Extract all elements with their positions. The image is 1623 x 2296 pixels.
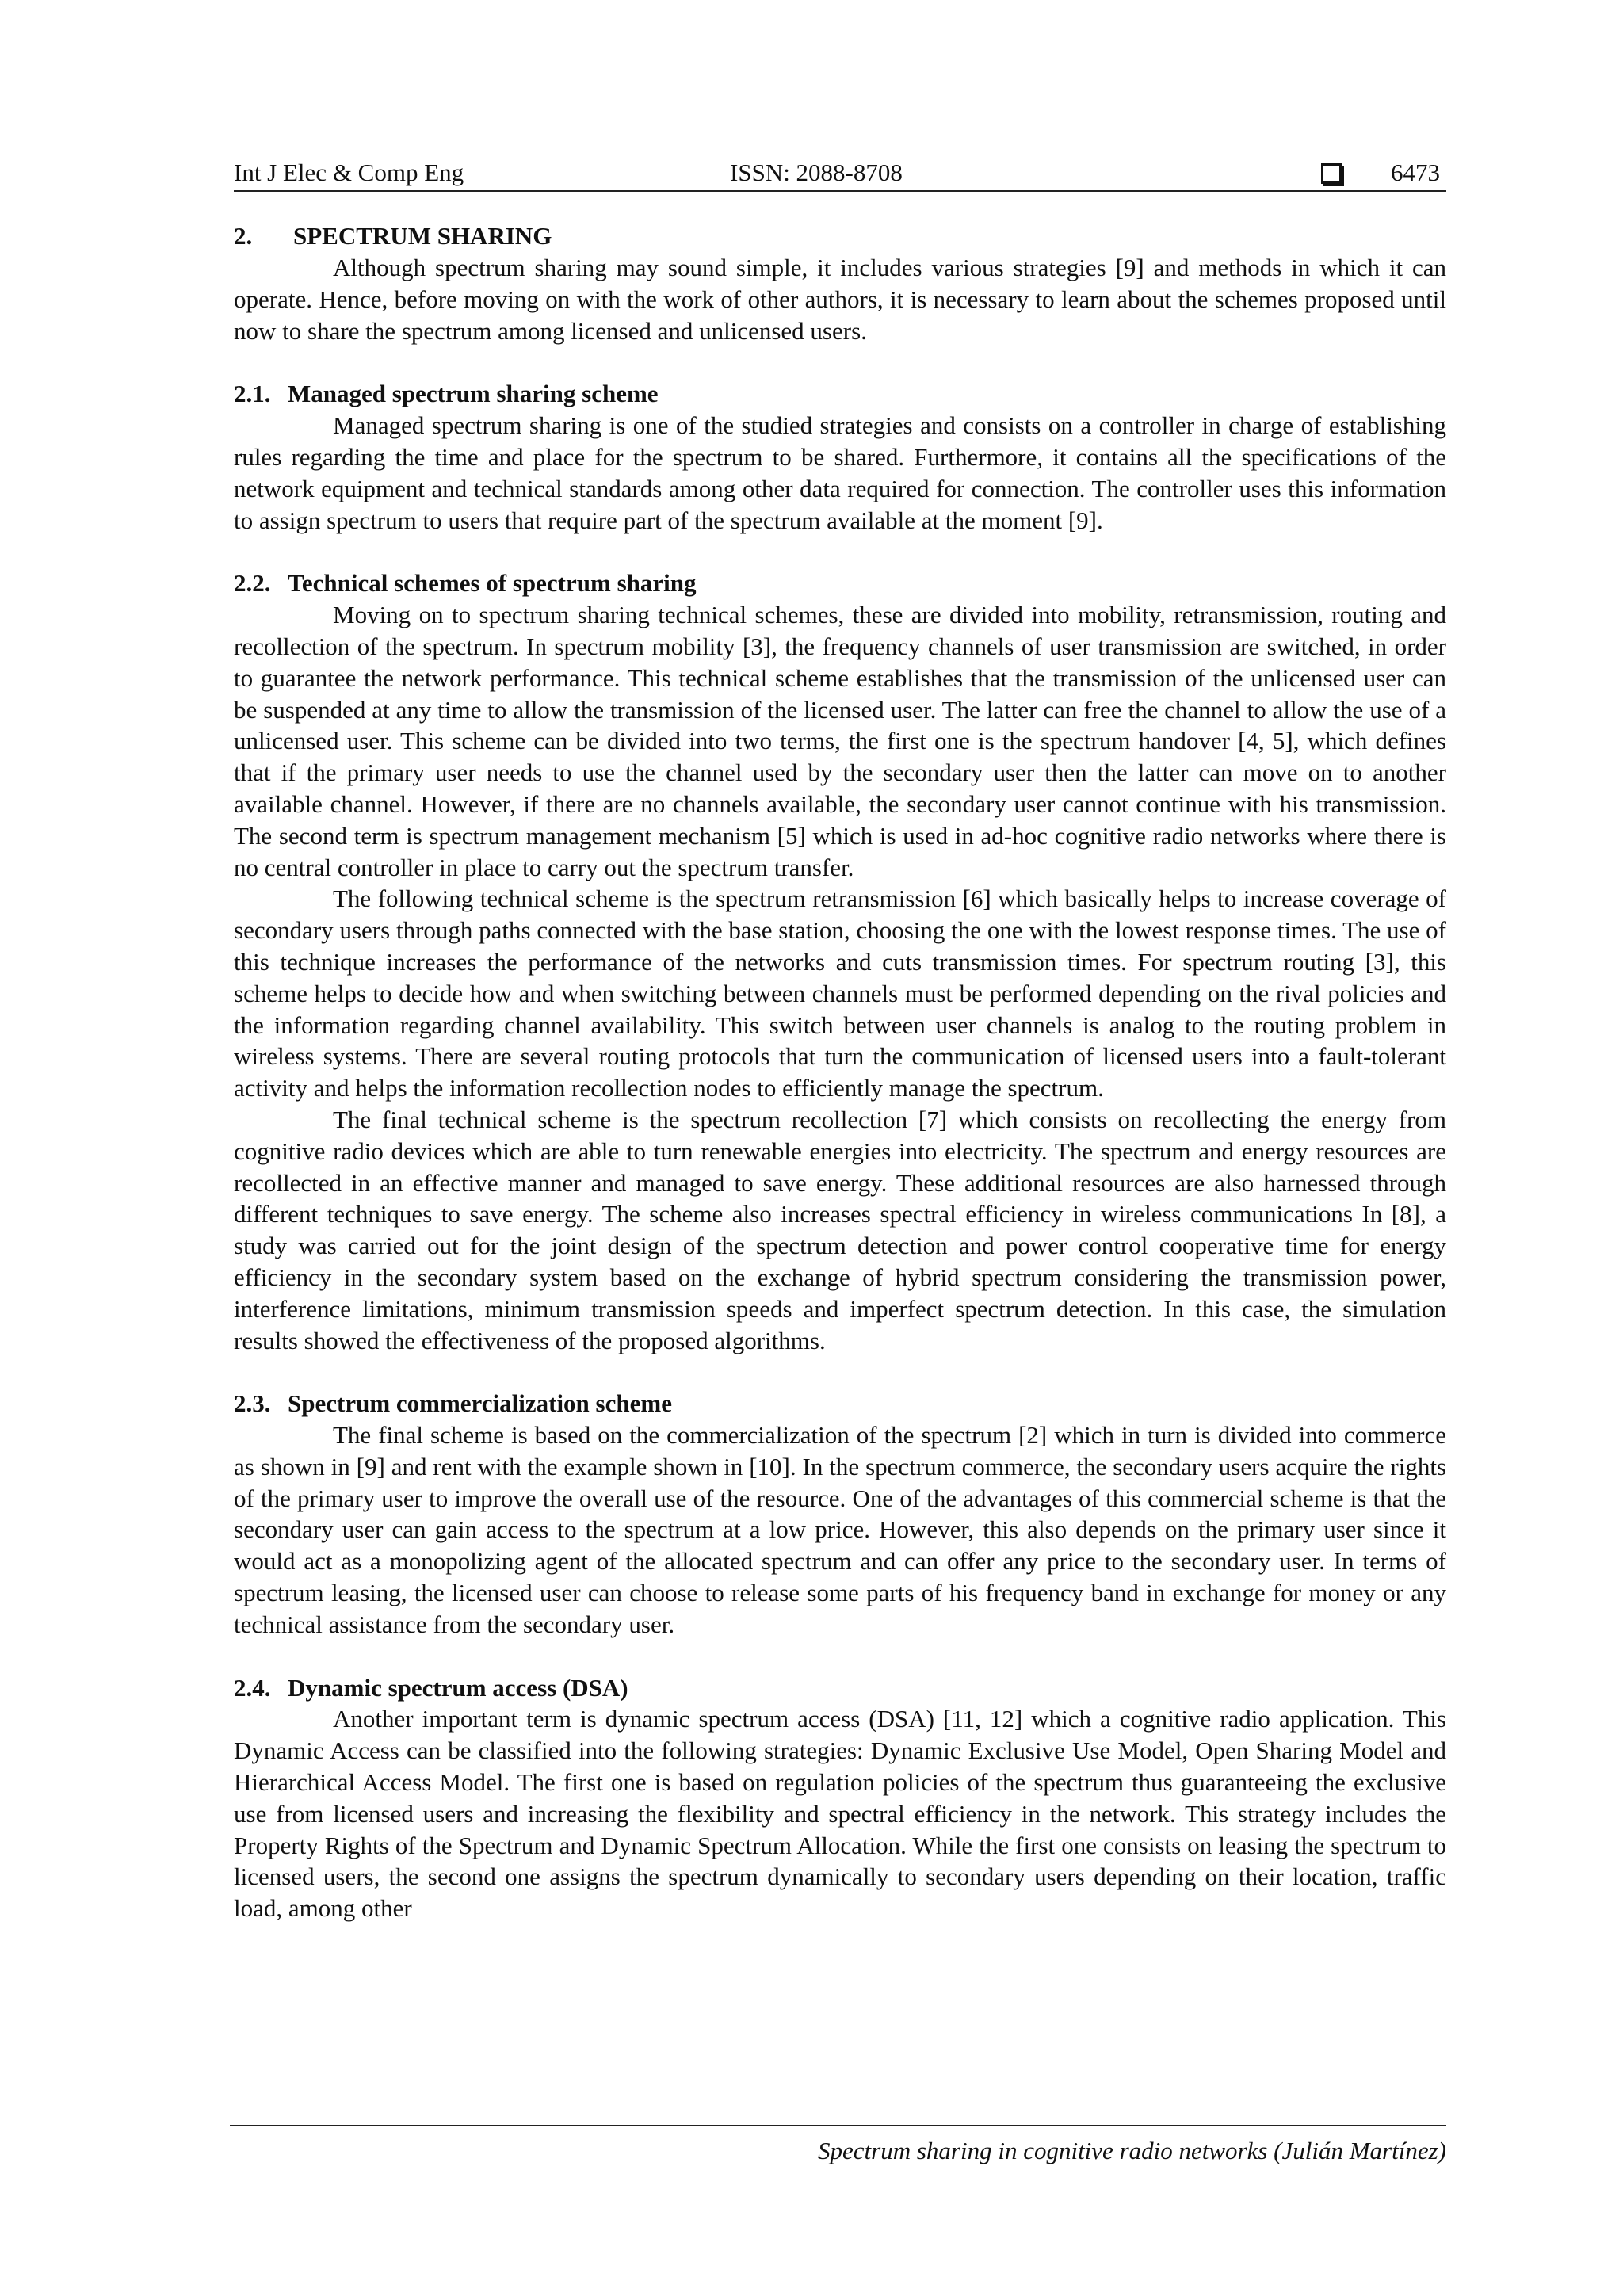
- page-header: [234, 155, 1446, 190]
- running-footer: Spectrum sharing in cognitive radio networks (Julián Martínez): [818, 2137, 1446, 2164]
- page-number: 6473: [1391, 159, 1440, 186]
- section-heading: [234, 220, 1446, 252]
- journal-name: Int J Elec & Comp Eng: [234, 159, 464, 186]
- paragraph: The final technical scheme is the spectrum recollection [7] which consists on recollecting the energy from cognitive radio devices which are able to turn renewable energies into electricity. The spectrum and energy resources are recollected in an effective manner and managed to save energy. These additional resources are also harnessed through different techniques to save energy. The scheme also increases spectral efficiency in wireless communications In [8], a study was carried out for the joint design of the spectrum detection and power control cooperative time for energy efficiency in the secondary system based on the exchange of hybrid spectrum considering the transmission power, interference limitations, minimum transmission speeds and imperfect spectrum detection. In this case, the simulation results showed the effectiveness of the proposed algorithms.: [234, 1105, 1446, 1354]
- subsection-heading: [234, 567, 1446, 599]
- article-body: [234, 220, 1446, 1924]
- subsection-title: Spectrum commercialization scheme: [288, 1389, 672, 1418]
- square-box-icon: [1321, 163, 1342, 184]
- subsection-title: Dynamic spectrum access (DSA): [288, 1673, 628, 1702]
- section-title: SPECTRUM SHARING: [293, 222, 552, 250]
- subsection-number: 2.3.: [234, 1389, 271, 1418]
- page-number-group: [1321, 155, 1440, 190]
- subsection-heading: [234, 378, 1446, 410]
- section-intro-paragraph: Although spectrum sharing may sound simple, it includes various strategies [9] and methods in which it can operate. Hence, before moving on with the work of other authors, it is necessary to learn about the schemes proposed until now to share the spectrum among licensed and unlicensed users.: [234, 254, 1446, 345]
- footer-rule: [230, 2125, 1446, 2126]
- subsection-title: Technical schemes of spectrum sharing: [288, 569, 697, 598]
- subsection-number: 2.4.: [234, 1673, 271, 1702]
- paragraph: The following technical scheme is the spectrum retransmission [6] which basically helps to increase coverage of secondary users through paths connected with the base station, choosing the one with the lowest response times. The use of this technique increases the performance of the networks and cuts transmission times. For spectrum routing [3], this scheme helps to decide how and when switching between channels must be performed depending on the rival policies and the information regarding channel availability. This switch between user channels is analog to the routing problem in wireless systems. There are several routing protocols that turn the communication of licensed users into a fault-tolerant activity and helps the information recollection nodes to efficiently manage the spectrum.: [234, 884, 1446, 1102]
- subsection-heading: [234, 1672, 1446, 1704]
- header-rule: [234, 190, 1446, 192]
- issn-label: ISSN: 2088-8708: [730, 159, 903, 186]
- paragraph: Managed spectrum sharing is one of the studied strategies and consists on a controller in charge of establishing rules regarding the time and place for the spectrum to be shared. Furthermore, it contains all the specifications of the network equipment and technical standards among other data required for connection. The controller uses this information to assign spectrum to users that require part of the spectrum available at the moment [9].: [234, 411, 1446, 534]
- subsection-number: 2.1.: [234, 380, 271, 408]
- paragraph: Moving on to spectrum sharing technical schemes, these are divided into mobility, retransmission, routing and recollection of the spectrum. In spectrum mobility [3], the frequency channels of user transmission are switched, in order to guarantee the network performance. This technical scheme establishes that the transmission of the unlicensed user can be suspended at any time to allow the transmission of the licensed user. The latter can free the channel to allow the use of a unlicensed user. This scheme can be divided into two terms, the first one is the spectrum handover [4, 5], which defines that if the primary user needs to use the channel used by the secondary user then the latter can move on to another available channel. However, if there are no channels available, the secondary user cannot continue with his transmission. The second term is spectrum management mechanism [5] which is used in ad-hoc cognitive radio networks where there is no central controller in place to carry out the spectrum transfer.: [234, 601, 1446, 881]
- subsection-number: 2.2.: [234, 569, 271, 598]
- paragraph: Another important term is dynamic spectrum access (DSA) [11, 12] which a cognitive radio application. This Dynamic Access can be classified into the following strategies: Dynamic Exclusive Use Model, Open Sharing Model and Hierarchical Access Model. The first one is based on regulation policies of the spectrum thus guaranteeing the exclusive use from licensed users and increasing the flexibility and spectral efficiency in the network. This strategy includes the Property Rights of the Spectrum and Dynamic Spectrum Allocation. While the first one consists on leasing the spectrum to licensed users, the second one assigns the spectrum dynamically to secondary users depending on their location, traffic load, among other: [234, 1705, 1446, 1923]
- subsection-heading: [234, 1388, 1446, 1419]
- section-number: 2.: [234, 222, 253, 250]
- subsection-title: Managed spectrum sharing scheme: [288, 380, 659, 408]
- paragraph: The final scheme is based on the commercialization of the spectrum [2] which in turn is divided into commerce as shown in [9] and rent with the example shown in [10]. In the spectrum commerce, the secondary users acquire the rights of the primary user to improve the overall use of the resource. One of the advantages of this commercial scheme is that the secondary user can gain access to the spectrum at a low price. However, this also depends on the primary user since it would act as a monopolizing agent of the allocated spectrum and can offer any price to the secondary user. In terms of spectrum leasing, the licensed user can choose to release some parts of his frequency band in exchange for money or any technical assistance from the secondary user.: [234, 1421, 1446, 1638]
